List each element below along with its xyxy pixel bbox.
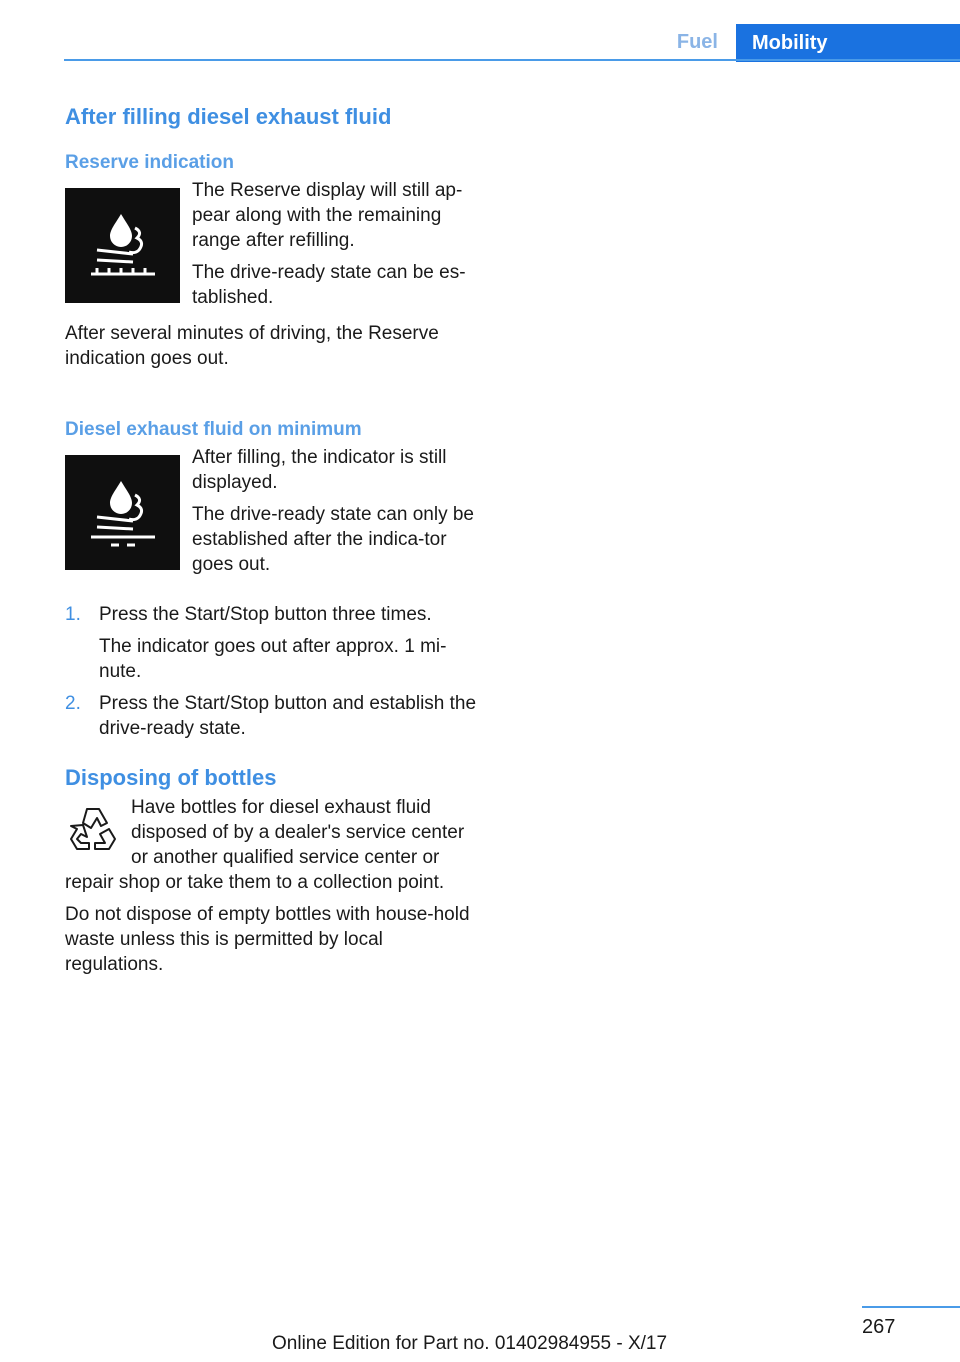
list-item [65,691,485,741]
paragraph: The drive-ready state can be es‐tablished. [192,262,466,308]
paragraph: Have bottles for diesel exhaust fluid disposed of by a dealer's service center or another qualified service center or repair shop or take them to a collection point. [65,797,465,893]
tab-fuel[interactable]: Fuel [676,31,718,53]
paragraph: After filling, the indicator is still displayed. [192,447,447,493]
section-title-after-filling: After filling diesel exhaust fluid [65,104,392,129]
tab-mobility[interactable]: Mobility [736,24,960,62]
page-number: 267 [862,1316,896,1338]
paragraph: Do not dispose of empty bottles with house‐hold waste unless this is permitted by local regulations. [65,904,470,975]
disposing-block [65,795,485,895]
edition-text: Online Edition for Part no. 01402984955 - X/17 [272,1333,668,1354]
recycle-icon [65,801,121,857]
header-divider [64,59,960,61]
subsection-title-minimum: Diesel exhaust fluid on minimum [65,419,362,440]
main-content [65,100,485,977]
header [0,24,960,62]
list-item [65,602,485,684]
subsection-title-reserve: Reserve indication [65,152,234,173]
minimum-indicator-text [192,445,485,584]
paragraph: The drive-ready state can only be established after the indica‐tor goes out. [192,504,474,575]
steps-list [65,602,485,741]
paragraph: After several minutes of driving, the Reserve indication goes out. [65,323,439,369]
section-title-disposing: Disposing of bottles [65,765,277,790]
step-text: Press the Start/Stop button and establish the drive-ready state. [99,693,477,739]
step-number: 1. [65,604,81,625]
reserve-indicator-text [192,178,485,317]
footer-divider [862,1306,960,1308]
reserve-indicator-row [65,178,485,317]
paragraph: The Reserve display will still ap‐pear along with the remaining range after refilling. [192,180,463,251]
step-text: Press the Start/Stop button three times. [99,604,432,625]
step-subtext: The indicator goes out after approx. 1 mi‐nute. [99,636,447,682]
minimum-indicator-row [65,445,485,584]
def-minimum-icon [65,455,180,570]
def-reserve-icon [65,188,180,303]
step-number: 2. [65,693,81,714]
